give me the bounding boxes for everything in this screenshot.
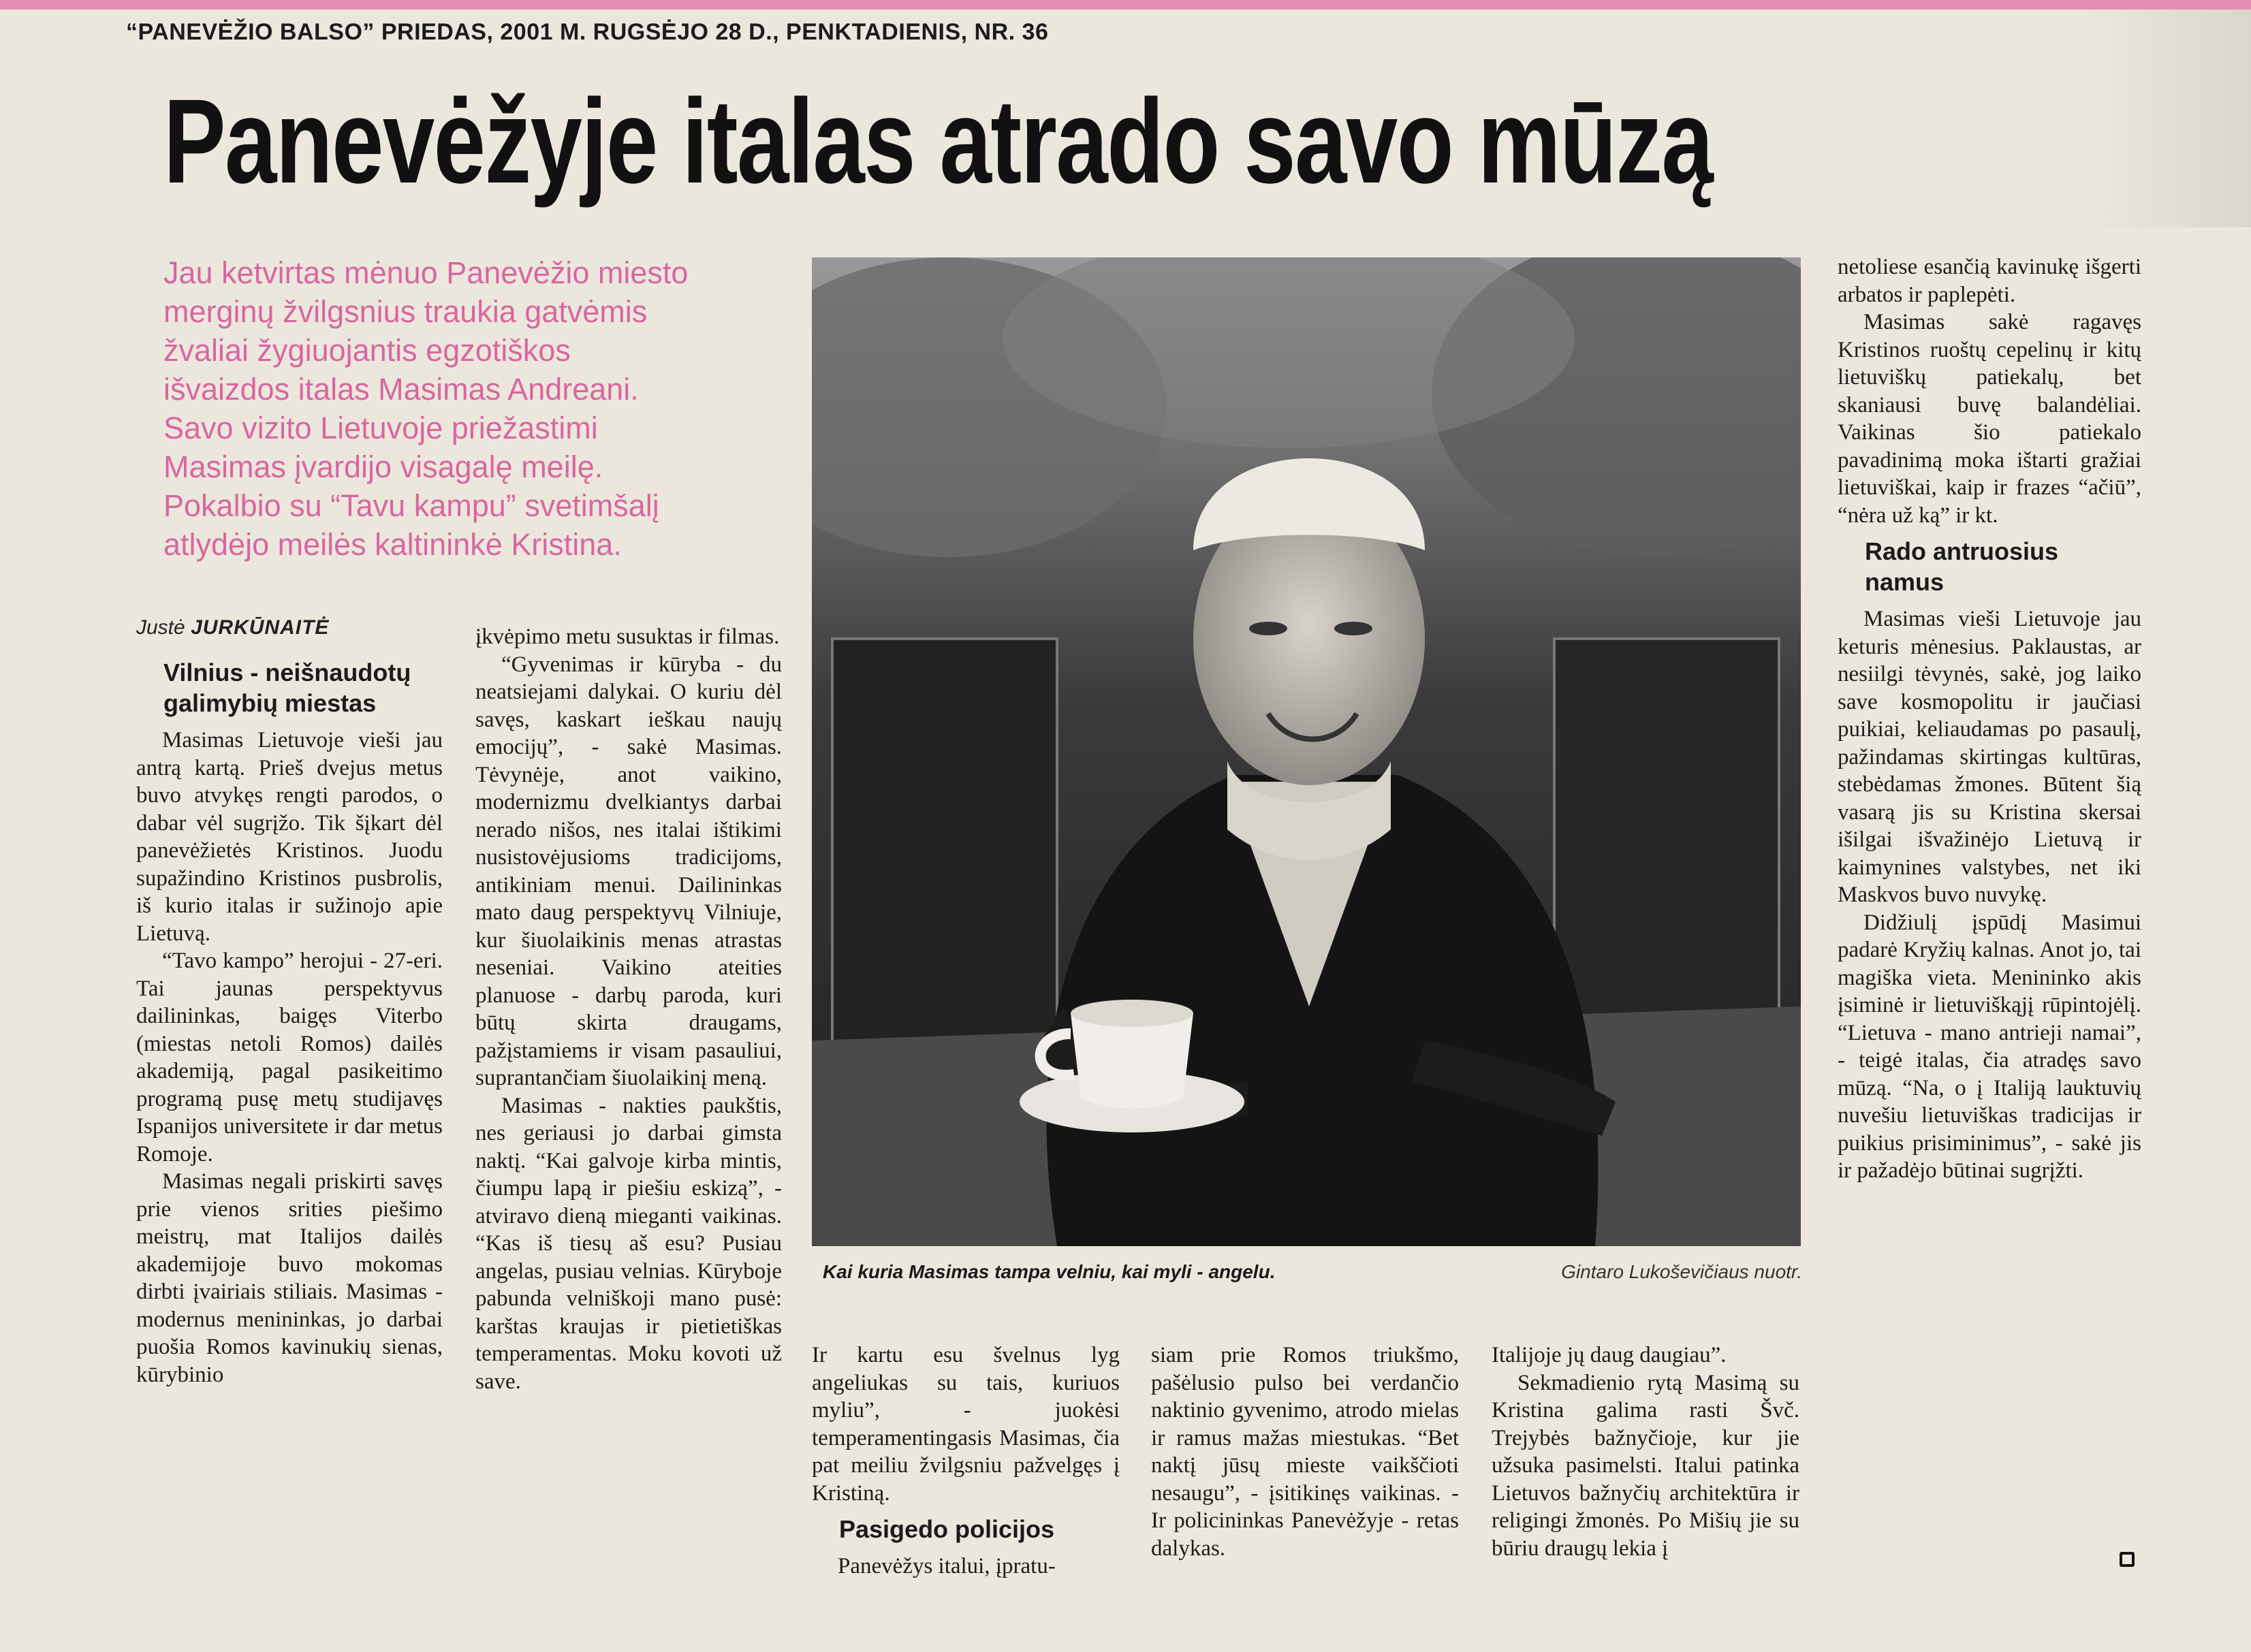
paragraph: “Gyvenimas ir kūryba - du neatsiejami dalykai. O kuriu dėl savęs, kaskart ieškau naujų emocijų”, - sakė Masimas. Tėvynėje, anot vaikino, modernizmu dvelkiantys darbai nerado nišos, nes italai ištikimi nusistovėjusioms tradicijoms, antikiniam menui. Dailininkas mato daug perspektyvų Vilniuje, kur šiuolaikinis menas atrastas neseniai. Vaikino ateities planuose - darbų paroda, kuri būtų skirta draugams, pažįstamiems ir visam pasauliui, suprantančiam šiuolaikinį meną. xyxy=(475,652,782,1090)
paragraph: Sekmadienio rytą Masimą su Kristina galima rasti Švč. Trejybės bažnyčioje, kur jie užsuka pasimelsti. Italui patinka Lietuvos bažnyčių architektūra ir religingi žmonės. Po Mišių jie su būriu draugų lekia į xyxy=(1492,1370,1799,1561)
paragraph: Panevėžys italui, įpratu- xyxy=(838,1554,1056,1578)
headline: Panevėžyje italas atrado savo mūzą xyxy=(163,75,1713,208)
lead-line: išvaizdos italas Masimas Andreani. xyxy=(163,372,639,407)
paragraph: “Tavo kampo” herojui - 27-eri. Tai jaunas perspektyvus dailininkas, baigęs Viterbo (miestas netoli Romos) dailės akademiją, pagal pasikeitimo programą pusę metų studijavęs Ispanijos universitete ir dar metus Romoje. xyxy=(136,949,443,1166)
article-column-1 xyxy=(136,650,443,1631)
paragraph: siam prie Romos triukšmo, pašėlusio pulso bei verdančio naktinio gyvenimo, atrodo mielas ir ramus mažas miestukas. “Bet naktį jūsų mieste vaikščioti nesaugu”, - įsitikinęs vaikinas. - Ir policininkas Panevėžyje - retas dalykas. xyxy=(1151,1343,1459,1561)
paragraph: netoliese esančią kavinukę išgerti arbatos ir paplepėti. xyxy=(1838,255,2141,307)
lead-line: Pokalbio su “Tavu kampu” svetimšalį xyxy=(163,488,659,523)
subheading: Pasigedo policijos xyxy=(839,1515,1055,1543)
caption-text: Kai kuria Masimas tampa velniu, kai myli - angelu. xyxy=(823,1261,1276,1282)
end-of-article-mark xyxy=(2120,1552,2135,1567)
article-photo xyxy=(812,257,1801,1246)
page-header: “PANEVĖŽIO BALSO” PRIEDAS, 2001 M. RUGSĖJO 28 D., PENKTADIENIS, NR. 36 xyxy=(126,19,1049,45)
paragraph: Masimas - nakties paukštis, nes geriausi jo darbai gimsta naktį. “Kai galvoje kirba mintis, čiumpu lapą ir piešiu eskizą”, - atviravo dieną mieganti vaikinas. “Kas iš tiesų aš esu? Pusiau angelas, pusiau velnias. Kūryboje pabunda velniškoji mano pusė: karštas kraujas ir pietietiškas temperamentas. Moku kovoti už save. xyxy=(475,1093,782,1394)
article-column-4 xyxy=(1151,1341,1459,1634)
lead-line: atlydėjo meilės kaltininkė Kristina. xyxy=(163,527,622,562)
photo-caption xyxy=(823,1261,1802,1283)
paragraph: Masimas Lietuvoje vieši jau antrą kartą. Prieš dvejus metus buvo atvykęs rengti parodos, o dabar vėl sugrįžo. Tik šįkart dėl panevėžietės Kristinos. Juodu supažindino Kristinos pusbrolis, iš kurio italas ir sužinojo apie Lietuvą. xyxy=(136,728,443,946)
byline xyxy=(136,616,463,639)
paragraph: įkvėpimo metu susuktas ir filmas. xyxy=(475,624,780,649)
article-column-5 xyxy=(1492,1341,1799,1634)
article-column-2 xyxy=(475,623,782,1631)
paragraph: Italijoje jų daug daugiau”. xyxy=(1492,1343,1727,1367)
article-column-3 xyxy=(812,1341,1120,1634)
lead-line: Masimas įvardijo visagalę meilę. xyxy=(163,449,603,484)
paragraph: Masimas negali priskirti savęs prie vienos srities piešimo meistrų, mat Italijos dailės akademijoje buvo mokomas dirbti įvairiais stiliais. Masimas - modernus menininkas, jo darbai puošia Romos kavinukių sienas, kūrybinio xyxy=(136,1169,443,1387)
lead-line: merginų žvilgsnius traukia gatvėmis xyxy=(163,294,648,329)
author-first-name: Justė xyxy=(136,616,185,639)
top-color-bar xyxy=(0,0,2251,10)
article-column-6 xyxy=(1838,253,2141,1547)
author-last-name: JURKŪNAITĖ xyxy=(191,616,330,639)
paragraph: Didžiulį įspūdį Masimui padarė Kryžių kalnas. Anot jo, tai magiška vieta. Menininko akis įsiminė ir lietuviškąjį rūpintojėlį. “Lietuva - mano antrieji namai”, - teigė italas, čia atradęs savo mūzą. “Na, o į Italiją lauktuvių nuvešiu lietuviškas tradicijas ir puikius prisiminimus”, - sakė jis ir pažadėjo būtinai sugrįžti. xyxy=(1838,910,2141,1183)
lead-line: žvaliai žygiuojantis egzotiškos xyxy=(163,333,571,368)
adjacent-page-edge xyxy=(2084,10,2251,227)
photo-credit: Gintaro Lukoševičiaus nuotr. xyxy=(1561,1261,1802,1282)
subheading: Rado antruosius namus xyxy=(1865,537,2059,596)
subheading: Vilnius - neišnaudotų galimybių miestas xyxy=(163,658,411,717)
lead-line: Savo vizito Lietuvoje priežastimi xyxy=(163,411,598,445)
paragraph: Masimas sakė ragavęs Kristinos ruoštų cepelinų ir kitų lietuviškų patiekalų, bet skaniausi buvę balandėliai. Vaikinas šio patiekalo pavadinimą moka ištarti gražiai lietuviškai, kaip ir frazes “ačiū”, “nėra už ką” ir kt. xyxy=(1838,310,2141,528)
paragraph: Ir kartu esu švelnus lyg angeliukas su tais, kuriuos myliu”, - juokėsi temperamentingasis Masimas, čia pat meiliu žvilgsniu pažvelgęs į Kristiną. xyxy=(812,1343,1120,1506)
lead-line: Jau ketvirtas mėnuo Panevėžio miesto xyxy=(163,255,689,290)
lead-paragraph xyxy=(163,253,776,564)
paragraph: Masimas vieši Lietuvoje jau keturis mėnesius. Paklaustas, ar nesiilgi tėvynės, sakė, jog laiko save kosmopolitu ir jaučiasi puikiai, keliaudamas po pasaulį, pažindamas skirtingas kultūras, stebėdamas žmones. Būtent šią vasarą jis su Kristina skersai išilgai išvažinėjo Lietuvą ir kaimynines valstybes, net iki Maskvos buvo nuvykę. xyxy=(1838,607,2141,907)
